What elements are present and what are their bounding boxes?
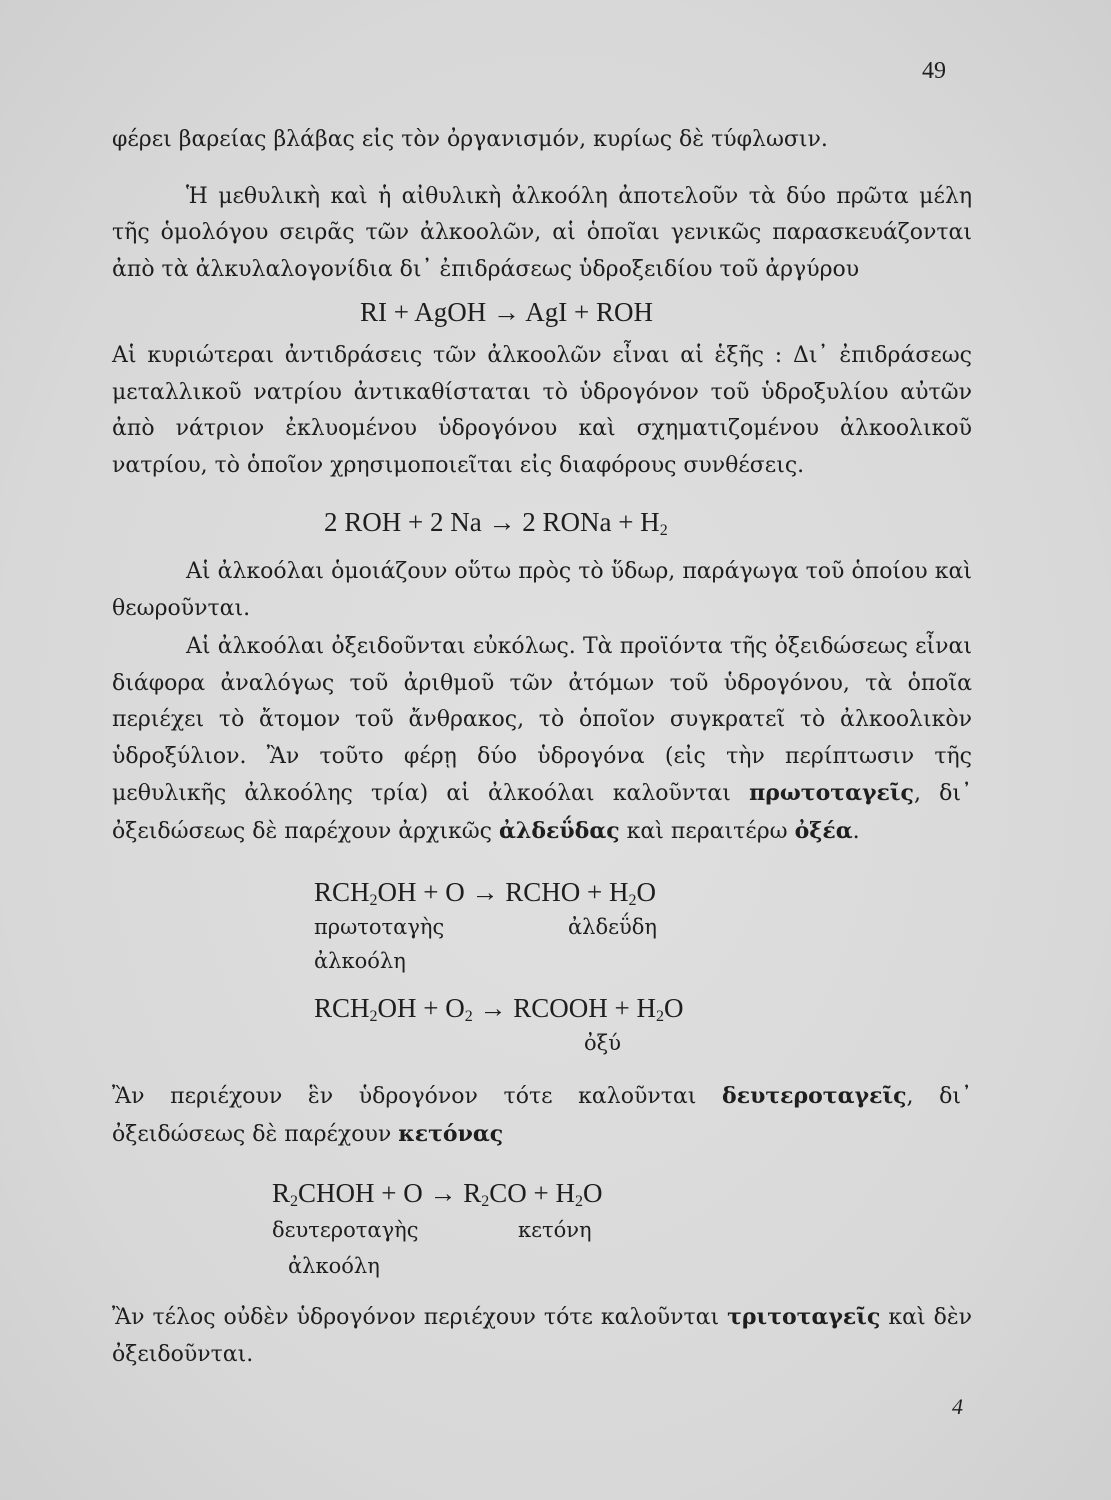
arrow-symbol: →: [429, 1178, 457, 1208]
arrow-symbol: →: [488, 507, 516, 537]
equation-5: [272, 1173, 972, 1295]
bold-term: δευτεροταγεῖς: [722, 1083, 907, 1109]
text-run: καὶ περαιτέρω: [619, 818, 795, 844]
bold-term: ἀλδεΰδας: [499, 817, 620, 844]
equation-text: RCHO + H: [498, 877, 629, 907]
subscript: 2: [290, 1193, 299, 1210]
equation-text: R: [456, 1178, 482, 1208]
subscript: 2: [369, 1008, 378, 1025]
signature-mark: 4: [952, 1394, 963, 1419]
subscript: 2: [656, 1008, 665, 1025]
paragraph: [112, 629, 972, 850]
bold-term: κετόνας: [398, 1120, 504, 1147]
paragraph: [112, 1299, 972, 1373]
text-run: .: [852, 818, 860, 844]
equation-text: O: [636, 877, 657, 907]
paragraph: Αἱ κυριώτεραι ἀντιδράσεις τῶν ἀλκοολῶν εἶναι αἱ ἑξῆς : Δι᾽ ἐπιδράσεως μεταλλικοῦ νατρίου ἀντικαθίσταται τὸ ὑδρογόνον τοῦ ὑδροξυλίου αὐτῶν ἀπὸ νάτριον ἐκλυομένου ὑδρογόνου καὶ σχηματιζομένου ἀλκοολικοῦ νατρίου, τὸ ὁποῖον χρησιμοποιεῖται εἰς διαφόρους συνθέσεις.: [112, 343, 972, 478]
equation-text: RI + AgOH: [360, 297, 493, 327]
equation-text: OH + O: [377, 877, 472, 907]
subscript: 2: [464, 1008, 473, 1025]
bold-term: τριτοταγεῖς: [727, 1304, 881, 1330]
equation-text: RCH: [314, 877, 370, 907]
paragraph: Αἱ ἀλκοόλαι ὁμοιάζουν οὕτω πρὸς τὸ ὕδωρ, παράγωγα τοῦ ὁποίου καὶ θεωροῦνται.: [112, 559, 972, 621]
arrow-symbol: →: [492, 297, 520, 327]
arrow-symbol: →: [472, 993, 507, 1023]
bold-term: πρωτοταγεῖς: [749, 780, 914, 806]
equation-text: O: [583, 1178, 603, 1208]
text-run: , δι᾽ ὀξειδώσεως δὲ παρέχουν: [112, 1084, 972, 1147]
reactant-label: πρωτοταγὴς: [314, 915, 445, 939]
bold-term: ὀξέα: [794, 817, 853, 844]
equation-text: OH + O: [377, 993, 465, 1023]
text-run: Ἂν τέλος οὐδὲν ὑδρογόνον περιέχουν τότε καλοῦνται: [112, 1305, 728, 1330]
text-run: καὶ δὲν ὀξειδοῦνται.: [112, 1305, 972, 1367]
equation-text: R: [272, 1178, 291, 1208]
subscript: 2: [659, 522, 668, 539]
equation-4: [314, 988, 972, 1074]
text-run: Αἱ ἀλκοόλαι ὀξειδοῦνται εὐκόλως. Τὰ προϊόντα τῆς ὀξειδώσεως εἶναι διάφορα ἀναλόγως τοῦ ἀριθμοῦ τῶν ἀτόμων τοῦ ὑδρογόνου, τὰ ὁποῖα περιέχει τὸ ἄτομον τοῦ ἄνθρακος, τὸ ὁποῖον συγκρατεῖ τὸ ἀλκοολικὸν ὑδροξύλιον. Ἂν τοῦτο φέρῃ δύο ὑδρογόνα (εἰς τὴν περίπτωσιν τῆς μεθυλικῆς ἀλκοόλης τρία) αἱ ἀλκοόλαι καλοῦνται: [112, 634, 972, 806]
equation-text: RCOOH + H: [506, 993, 657, 1023]
text-run: , δι᾽ ὀξειδώσεως δὲ παρέχουν ἀρχικῶς: [112, 781, 972, 844]
paragraph: [112, 1078, 972, 1153]
product-label: ἀλδεΰδη: [568, 915, 658, 939]
equation-text: 2 ROH + 2 Na: [324, 507, 489, 537]
reactant-label: ἀλκοόλη: [288, 1254, 380, 1278]
product-label: κετόνη: [518, 1218, 592, 1242]
reactant-label: δευτεροταγὴς: [272, 1218, 419, 1242]
paragraph: φέρει βαρείας βλάβας εἰς τὸν ὀργανισμόν, κυρίως δὲ τύφλωσιν.: [112, 127, 828, 152]
reactant-label: ἀλκοόλη: [314, 949, 406, 973]
arrow-symbol: →: [471, 877, 499, 907]
page-number: 49: [922, 58, 946, 84]
text-body: [112, 122, 972, 1373]
equation-3: [314, 872, 972, 988]
equation-text: 2 RONa + H: [515, 507, 660, 537]
subscript: 2: [369, 892, 378, 909]
equation-text: RCH: [314, 993, 370, 1023]
equation-text: CHOH + O: [298, 1178, 430, 1208]
subscript: 2: [481, 1193, 490, 1210]
subscript: 2: [628, 892, 637, 909]
equation-text: AgI + ROH: [519, 297, 653, 327]
equation-text: O: [664, 993, 684, 1023]
equation-1: [360, 292, 972, 332]
text-run: Ἂν περιέχουν ἓν ὑδρογόνον τότε καλοῦνται: [112, 1084, 723, 1109]
equation-text: CO + H: [489, 1178, 575, 1208]
subscript: 2: [575, 1193, 583, 1210]
paragraph: Ἡ μεθυλικὴ καὶ ἡ αἰθυλικὴ ἀλκοόλη ἀποτελοῦν τὰ δύο πρῶτα μέλη τῆς ὁμολόγου σειρᾶς τῶν ἀλκοολῶν, αἱ ὁποῖαι γενικῶς παρασκευάζονται ἀπὸ τὰ ἀλκυλαλογονίδια δι᾽ ἐπιδράσεως ὑδροξειδίου τοῦ ἀργύρου: [112, 183, 972, 282]
equation-2: [324, 502, 972, 542]
product-label: ὀξύ: [584, 1031, 621, 1055]
